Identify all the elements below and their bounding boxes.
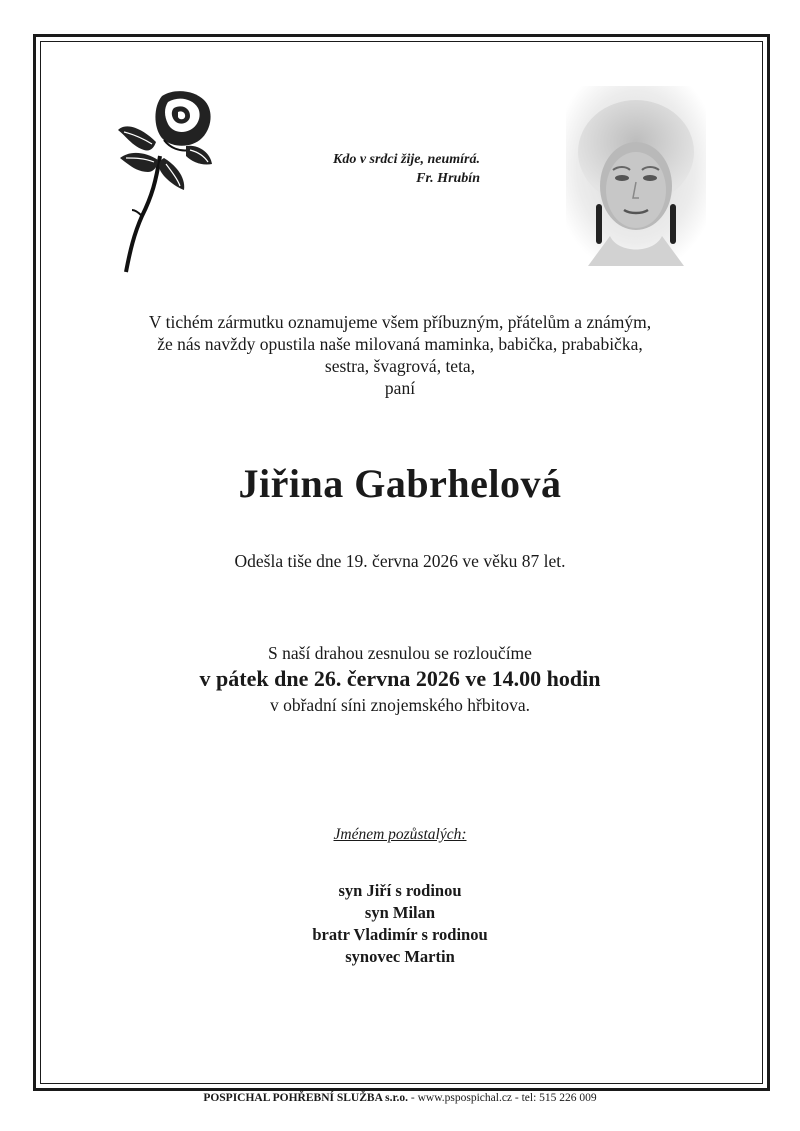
farewell-block <box>60 642 740 716</box>
quote-text: Kdo v srdci žije, neumírá. <box>332 152 480 167</box>
announcement-text <box>60 311 740 399</box>
quote-author: Fr. Hrubín <box>416 171 480 186</box>
footer-contact: - www.pspospichal.cz - tel: 515 226 009 <box>408 1092 597 1104</box>
mourner-item: syn Jiří s rodinou <box>338 881 462 900</box>
mourner-item: bratr Vladimír s rodinou <box>312 925 488 944</box>
announcement-line: V tichém zármutku oznamujeme všem příbuzným, přátelům a známým, <box>148 312 652 332</box>
announcement-line: sestra, švagrová, teta, <box>324 356 476 376</box>
footer <box>0 1092 800 1104</box>
mourner-item: syn Milan <box>364 903 436 922</box>
farewell-datetime: v pátek dne 26. června 2026 ve 14.00 hodin <box>199 666 601 691</box>
rose-icon <box>112 86 222 276</box>
mourner-item: synovec Martin <box>345 947 455 966</box>
deceased-name: Jiřina Gabrhelová <box>238 461 562 506</box>
death-notice: Odešla tiše dne 19. června 2026 ve věku 87 let. <box>234 551 566 571</box>
footer-company: POSPICHAL POHŘEBNÍ SLUŽBA s.r.o. <box>203 1092 409 1104</box>
announcement-line: že nás navždy opustila naše milovaná maminka, babička, prababička, <box>157 334 643 354</box>
farewell-intro: S naší drahou zesnulou se rozloučíme <box>268 643 532 663</box>
farewell-place: v obřadní síni znojemského hřbitova. <box>269 695 531 715</box>
on-behalf-label: Jménem pozůstalých: <box>333 826 467 843</box>
quote-block <box>290 150 480 188</box>
mourners-list <box>60 880 740 968</box>
announcement-line: paní <box>384 378 416 398</box>
portrait-photo <box>566 86 706 266</box>
